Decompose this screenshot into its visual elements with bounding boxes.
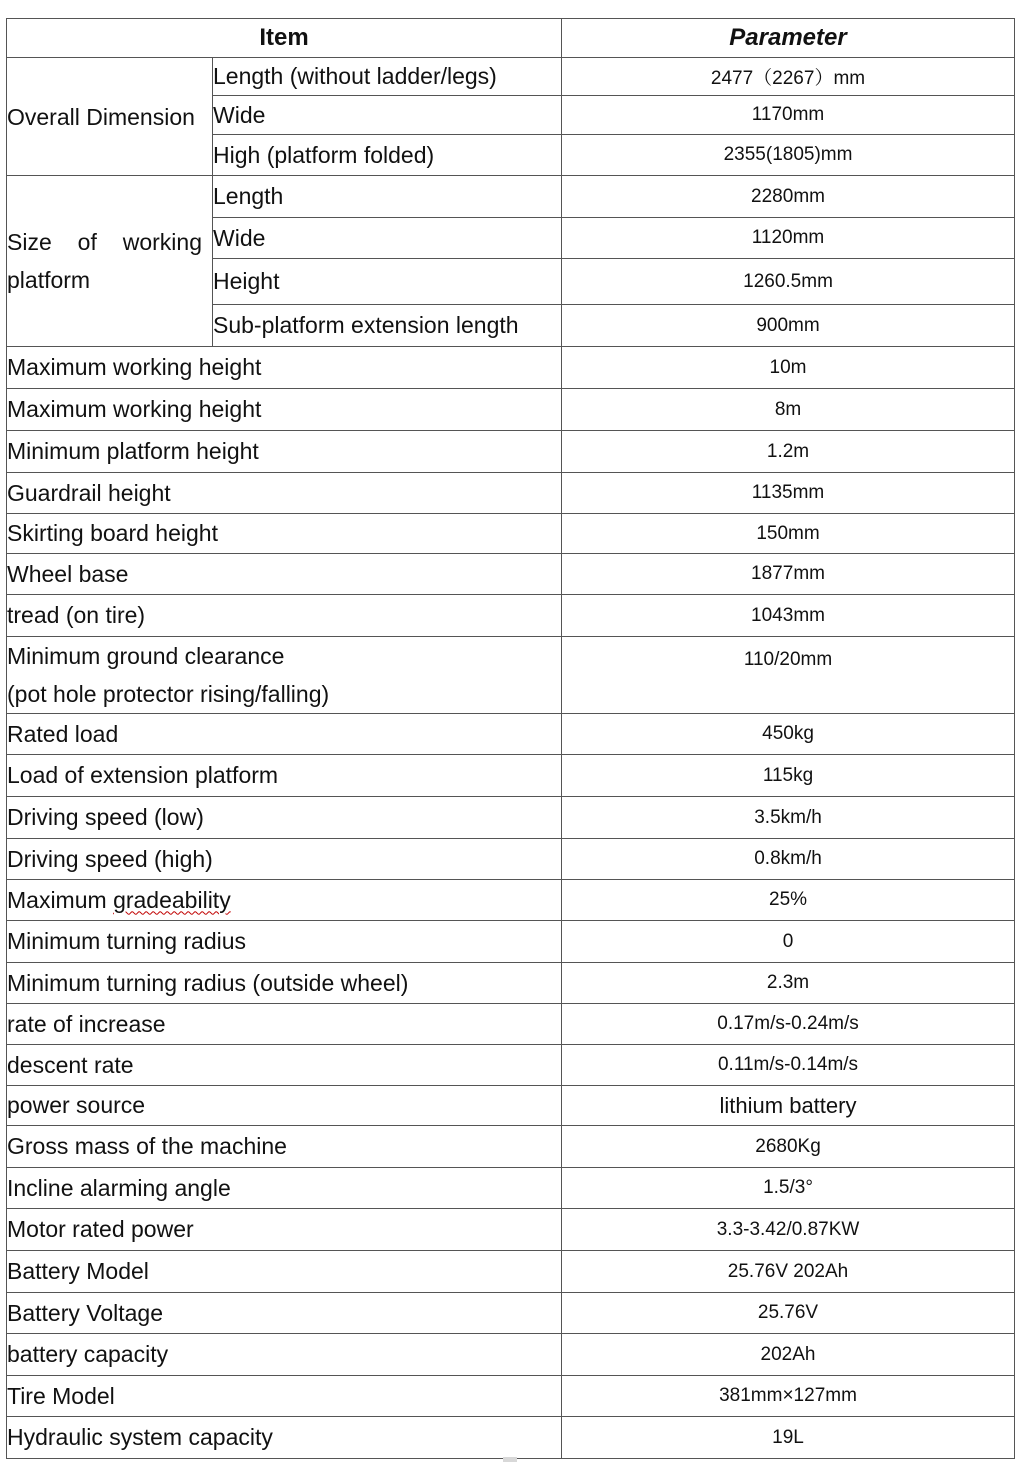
table-row [7, 431, 1015, 473]
table-row [7, 1293, 1015, 1334]
row-label: power source [7, 1086, 562, 1126]
row-value: 2680Kg [562, 1126, 1015, 1168]
row-value: 10m [562, 347, 1015, 389]
row-value: 3.5km/h [562, 797, 1015, 839]
table-row [7, 714, 1015, 755]
row-value: 450kg [562, 714, 1015, 755]
row-label: Minimum ground clearance [7, 643, 285, 669]
row-value: 2355(1805)mm [562, 135, 1015, 176]
parameter-header: Parameter [562, 19, 1015, 58]
row-label: Minimum turning radius [7, 921, 562, 963]
row-value: 1170mm [562, 96, 1015, 135]
row-label: rate of increase [7, 1004, 562, 1045]
row-label: Minimum platform height [7, 431, 562, 473]
row-label: Minimum turning radius (outside wheel) [7, 963, 562, 1004]
table-row [7, 58, 1015, 96]
table-row [7, 389, 1015, 431]
table-row [7, 921, 1015, 963]
row-value: 1135mm [562, 473, 1015, 514]
row-value: 900mm [562, 305, 1015, 347]
table-row [7, 1334, 1015, 1376]
row-label: High (platform folded) [213, 135, 562, 176]
table-row [7, 1417, 1015, 1459]
row-value: 381mm×127mm [562, 1376, 1015, 1417]
row-label: Skirting board height [7, 514, 562, 554]
page-edge-mark [503, 1457, 517, 1462]
spellcheck-underlined-word: gradeability [113, 886, 231, 913]
row-label: Tire Model [7, 1376, 562, 1417]
row-label: Wide [213, 218, 562, 259]
table-row [7, 473, 1015, 514]
row-label: Load of extension platform [7, 755, 562, 797]
specification-table [6, 18, 1015, 1459]
row-label-multiline [7, 637, 562, 714]
row-label: Maximum working height [7, 347, 562, 389]
row-label: Sub-platform extension length [213, 305, 562, 347]
row-value: 0 [562, 921, 1015, 963]
table-row [7, 554, 1015, 595]
row-value: 25.76V 202Ah [562, 1251, 1015, 1293]
row-label: Wide [213, 96, 562, 135]
table-row [7, 1004, 1015, 1045]
row-value: 150mm [562, 514, 1015, 554]
row-value: 0.11m/s-0.14m/s [562, 1045, 1015, 1086]
row-label: Length [213, 176, 562, 218]
row-value: 1.2m [562, 431, 1015, 473]
table-row [7, 1251, 1015, 1293]
row-label: tread (on tire) [7, 595, 562, 637]
table-row [7, 880, 1015, 921]
row-label: Guardrail height [7, 473, 562, 514]
row-value: lithium battery [562, 1086, 1015, 1126]
row-value: 19L [562, 1417, 1015, 1459]
table-row [7, 755, 1015, 797]
row-label: descent rate [7, 1045, 562, 1086]
table-row [7, 1209, 1015, 1251]
row-label: Battery Voltage [7, 1293, 562, 1334]
table-row [7, 347, 1015, 389]
row-value: 115kg [562, 755, 1015, 797]
row-value: 25.76V [562, 1293, 1015, 1334]
row-value: 3.3-3.42/0.87KW [562, 1209, 1015, 1251]
row-value: 1120mm [562, 218, 1015, 259]
table-row [7, 963, 1015, 1004]
row-label-continued: (pot hole protector rising/falling) [7, 681, 330, 707]
row-label: Hydraulic system capacity [7, 1417, 562, 1459]
row-value: 8m [562, 389, 1015, 431]
row-value: 2477（2267）mm [562, 58, 1015, 96]
header-row [7, 19, 1015, 58]
row-value: 1043mm [562, 595, 1015, 637]
table-row [7, 514, 1015, 554]
row-value: 2280mm [562, 176, 1015, 218]
row-label: Battery Model [7, 1251, 562, 1293]
table-row [7, 176, 1015, 218]
row-value: 2.3m [562, 963, 1015, 1004]
row-value: 1.5/3° [562, 1168, 1015, 1209]
table-row [7, 595, 1015, 637]
table-row [7, 1168, 1015, 1209]
group-working-platform: Size of working platform [7, 176, 213, 347]
row-label: Motor rated power [7, 1209, 562, 1251]
row-label: Gross mass of the machine [7, 1126, 562, 1168]
row-value: 202Ah [562, 1334, 1015, 1376]
row-label [7, 880, 562, 921]
table-row [7, 1126, 1015, 1168]
table-row [7, 797, 1015, 839]
table-row [7, 1376, 1015, 1417]
row-label: Driving speed (low) [7, 797, 562, 839]
row-value: 0.8km/h [562, 839, 1015, 880]
row-value: 0.17m/s-0.24m/s [562, 1004, 1015, 1045]
row-value: 1877mm [562, 554, 1015, 595]
table-row [7, 637, 1015, 714]
group-overall-dimension: Overall Dimension [7, 58, 213, 176]
row-value: 25% [562, 880, 1015, 921]
row-label: Wheel base [7, 554, 562, 595]
item-header: Item [7, 19, 562, 58]
row-label: battery capacity [7, 1334, 562, 1376]
row-label-text: Maximum [7, 886, 114, 913]
table-row [7, 839, 1015, 880]
row-label: Length (without ladder/legs) [213, 58, 562, 96]
row-label: Driving speed (high) [7, 839, 562, 880]
table-row [7, 1045, 1015, 1086]
row-value: 1260.5mm [562, 259, 1015, 305]
row-label: Incline alarming angle [7, 1168, 562, 1209]
row-label: Height [213, 259, 562, 305]
row-label: Rated load [7, 714, 562, 755]
row-label: Maximum working height [7, 389, 562, 431]
table-row [7, 1086, 1015, 1126]
row-value: 110/20mm [562, 637, 1015, 714]
